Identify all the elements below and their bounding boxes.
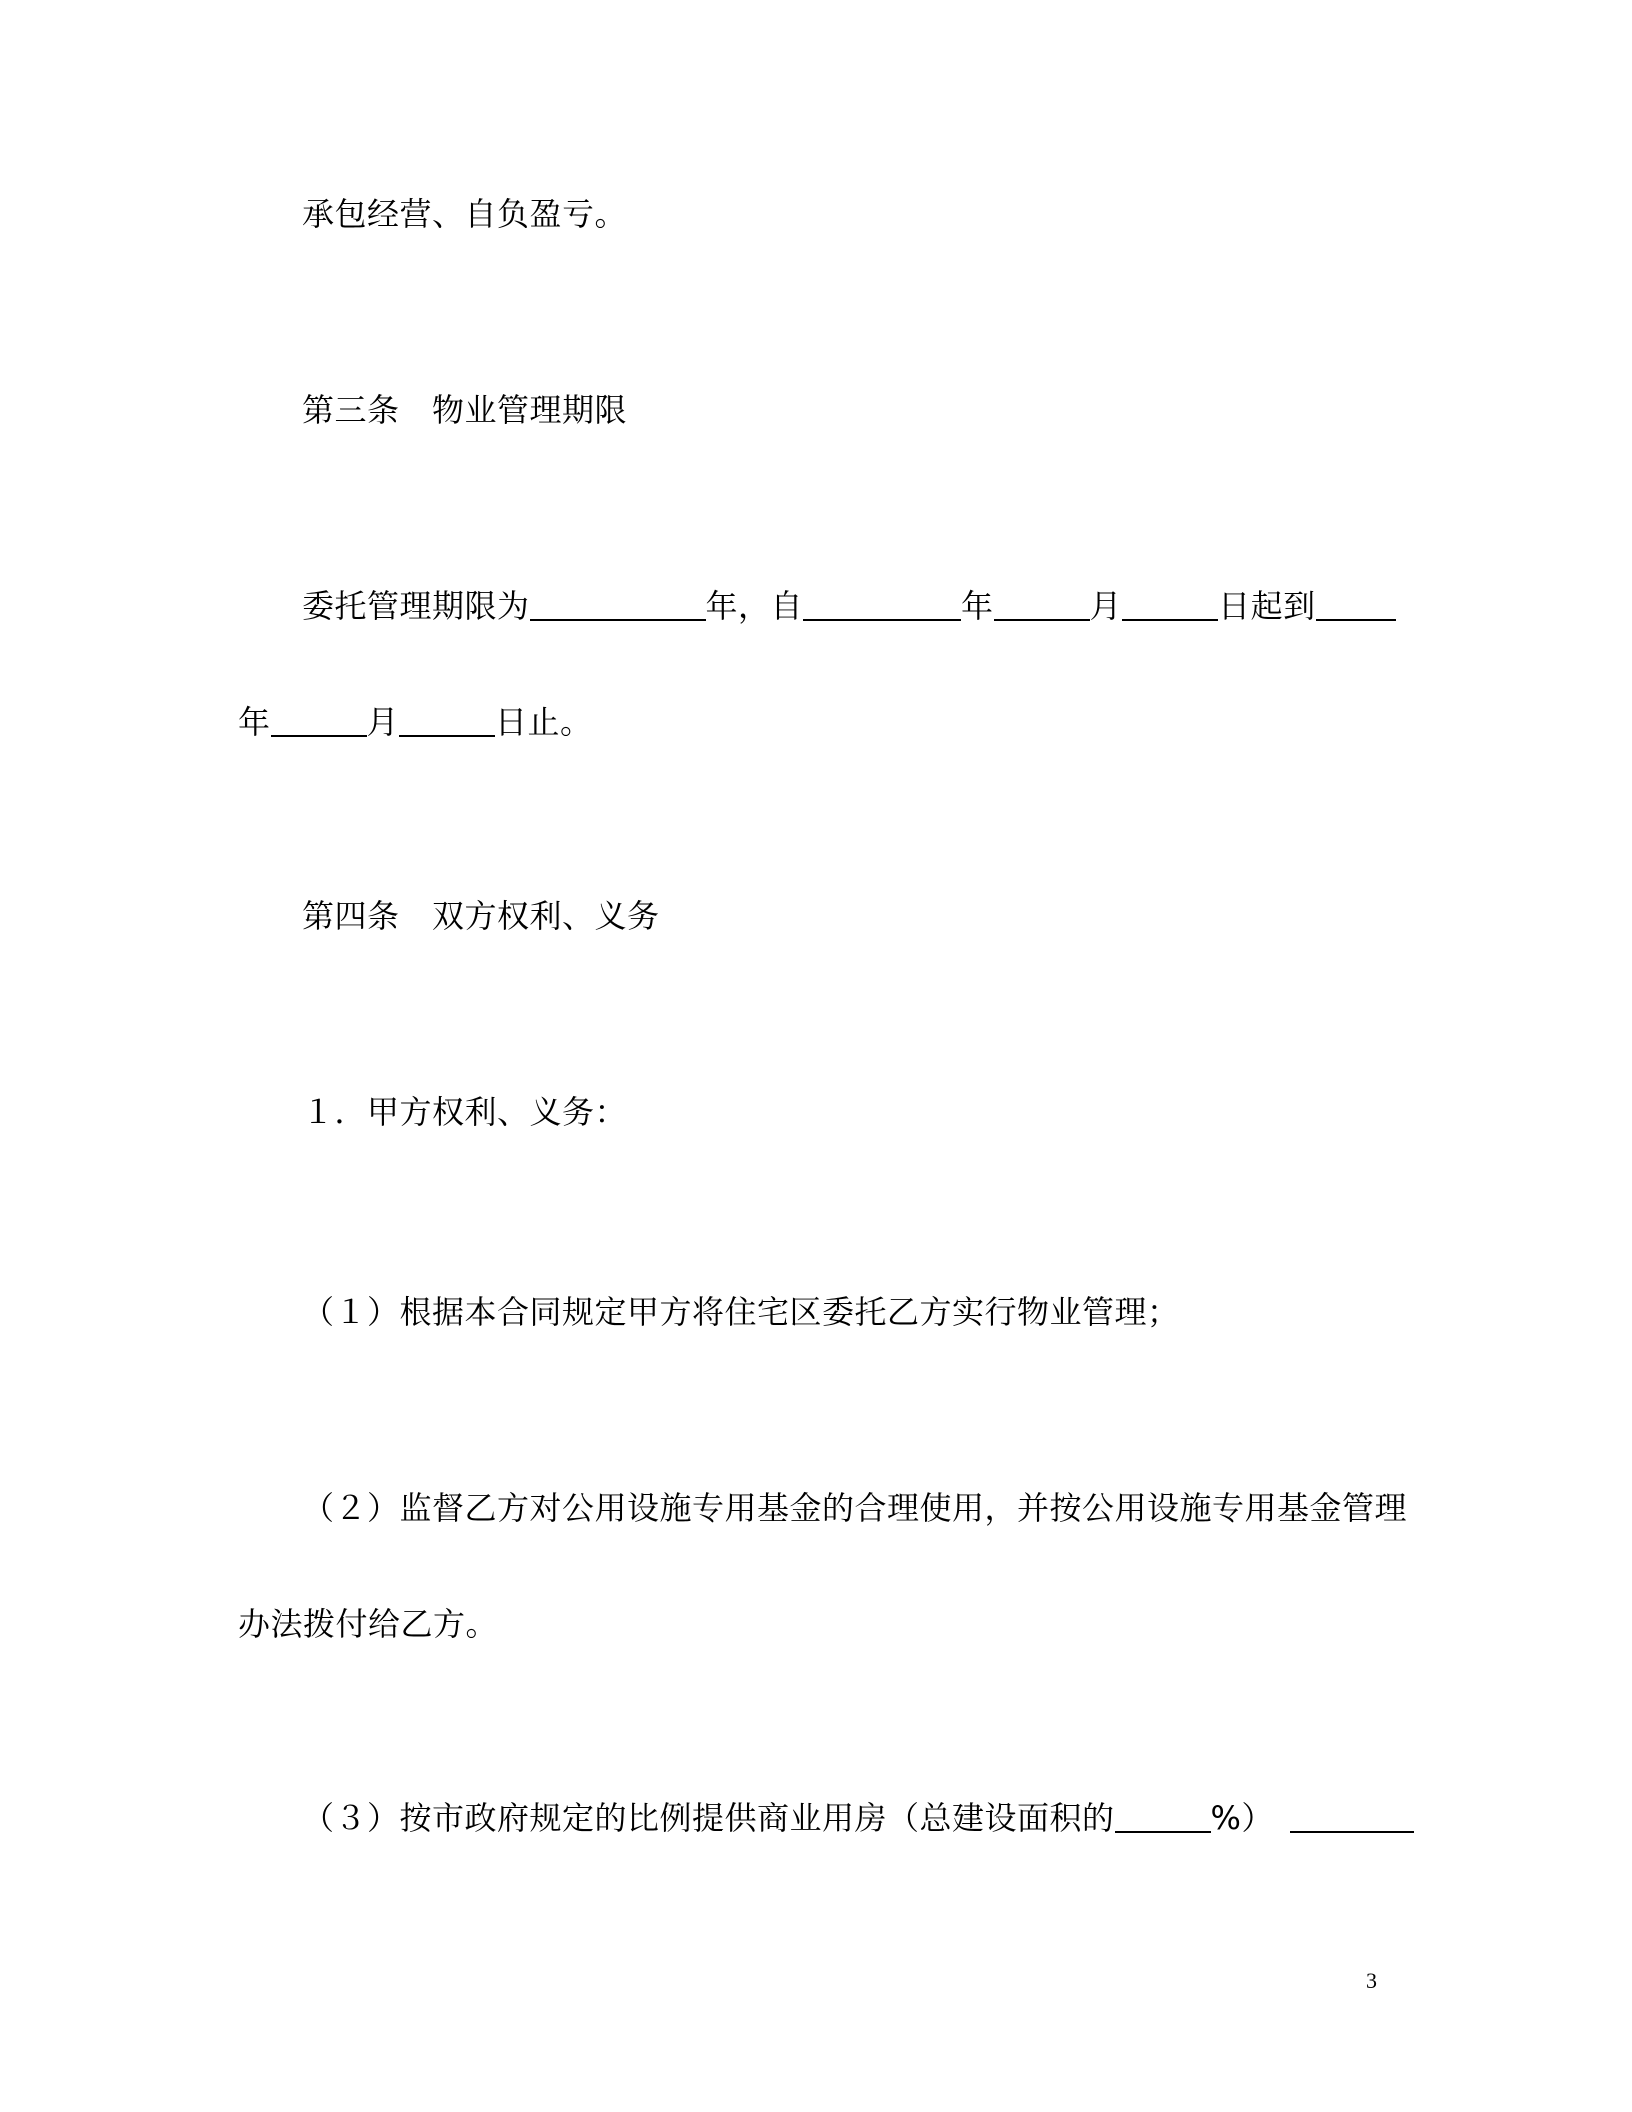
section-heading-article-4 <box>302 896 660 936</box>
list-item-2 <box>302 1488 1407 1528</box>
fill-in-blank <box>271 703 367 737</box>
text-segment: 年 <box>238 703 271 741</box>
text-segment: （３）按市政府规定的比例提供商业用房（总建设面积的 <box>302 1799 1115 1837</box>
text-line: 办法拨付给乙方。 <box>238 1605 499 1643</box>
list-item-1 <box>302 1292 1180 1332</box>
text-segment: 委托管理期限为 <box>302 587 530 625</box>
fill-in-blank <box>530 587 706 621</box>
paragraph-management-term-end <box>238 702 593 742</box>
text-segment: %） <box>1210 1799 1274 1837</box>
fill-in-blank <box>1290 1799 1414 1833</box>
text-segment: 日起到 <box>1218 587 1316 625</box>
text-segment: 年 <box>961 587 994 625</box>
page-number: 3 <box>1366 1968 1377 1993</box>
heading-text: １．甲方权利、义务： <box>302 1093 628 1131</box>
text-line: （１）根据本合同规定甲方将住宅区委托乙方实行物业管理； <box>302 1293 1180 1331</box>
fill-in-blank <box>399 703 495 737</box>
heading-text: 第三条 物业管理期限 <box>302 391 628 429</box>
fill-in-blank <box>803 587 961 621</box>
text-segment: 月 <box>1089 587 1123 625</box>
text-segment: 月 <box>366 703 400 741</box>
list-item-2-continuation <box>238 1604 498 1644</box>
list-item-3 <box>302 1798 1414 1838</box>
fill-in-blank <box>1115 1799 1211 1833</box>
subsection-heading-party-a <box>302 1092 627 1132</box>
text-segment: 年，自 <box>705 587 804 625</box>
fill-in-blank <box>994 587 1090 621</box>
paragraph-contract-clause <box>302 194 627 234</box>
text-line: （２）监督乙方对公用设施专用基金的合理使用，并按公用设施专用基金管理 <box>302 1489 1408 1527</box>
fill-in-blank <box>1122 587 1218 621</box>
section-heading-article-3 <box>302 390 627 430</box>
fill-in-blank <box>1316 587 1396 621</box>
text-segment: 日止。 <box>495 703 593 741</box>
heading-text: 第四条 双方权利、义务 <box>302 897 660 935</box>
text-line: 承包经营、自负盈亏。 <box>302 195 628 233</box>
paragraph-management-term <box>302 586 1396 626</box>
